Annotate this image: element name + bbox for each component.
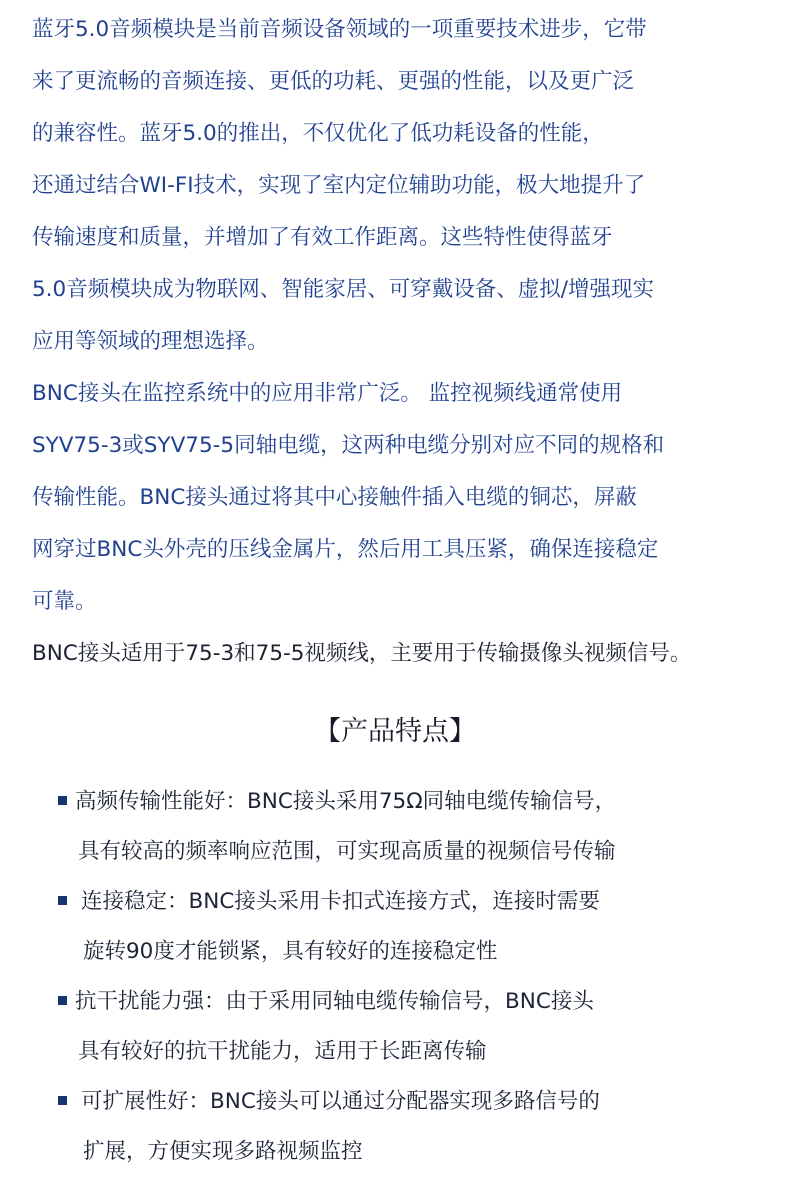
- intro-line: 传输速度和质量，并增加了有效工作距离。这些特性使得蓝牙: [32, 225, 613, 250]
- intro-line: 可靠。: [32, 589, 97, 614]
- feature-item: [58, 980, 778, 1080]
- feature-line-2: 具有较好的抗干扰能力，适用于长距离传输: [78, 1039, 487, 1064]
- intro-line: 5.0音频模块成为物联网、智能家居、可穿戴设备、虚拟/增强现实: [32, 277, 654, 302]
- intro-line: 应用等领域的理想选择。: [32, 329, 269, 354]
- feature-line-1: [58, 880, 778, 930]
- intro-line: 来了更流畅的音频连接、更低的功耗、更强的性能，以及更广泛: [32, 69, 635, 94]
- square-bullet-icon: [58, 1096, 67, 1105]
- section-title: 【产品特点】: [314, 716, 476, 747]
- feature-text: 高频传输性能好：BNC接头采用75Ω同轴电缆传输信号，: [75, 789, 617, 814]
- intro-line: 的兼容性。蓝牙5.0的推出，不仅优化了低功耗设备的性能，: [32, 121, 604, 146]
- feature-text: 连接稳定：BNC接头采用卡扣式连接方式，连接时需要: [81, 889, 600, 914]
- feature-line-1: [58, 780, 778, 830]
- square-bullet-icon: [58, 796, 67, 805]
- intro-line: 传输性能。BNC接头通过将其中心接触件插入电缆的铜芯，屏蔽: [32, 485, 637, 510]
- feature-line-1: [58, 1080, 778, 1130]
- intro-line: 网穿过BNC头外壳的压线金属片，然后用工具压紧，确保连接稳定: [32, 537, 659, 562]
- feature-line-1: [58, 980, 778, 1030]
- intro-line: 还通过结合WI-FI技术，实现了室内定位辅助功能，极大地提升了: [32, 173, 646, 198]
- feature-line-2: 扩展，方便实现多路视频监控: [83, 1139, 363, 1164]
- feature-item: [58, 780, 778, 880]
- square-bullet-icon: [58, 996, 67, 1005]
- intro-line: SYV75-3或SYV75-5同轴电缆，这两种电缆分别对应不同的规格和: [32, 433, 665, 458]
- intro-paragraphs: [32, 8, 784, 684]
- feature-line-2: 旋转90度才能锁紧，具有较好的连接稳定性: [83, 939, 498, 964]
- feature-item: [58, 880, 778, 980]
- intro-line: BNC接头在监控系统中的应用非常广泛。 监控视频线通常使用: [32, 381, 623, 406]
- feature-text: 可扩展性好：BNC接头可以通过分配器实现多路信号的: [81, 1089, 600, 1114]
- feature-list: [58, 780, 778, 1180]
- feature-line-2: 具有较高的频率响应范围，可实现高质量的视频信号传输: [78, 839, 616, 864]
- square-bullet-icon: [58, 896, 67, 905]
- intro-line: 蓝牙5.0音频模块是当前音频设备领域的一项重要技术进步，它带: [32, 17, 647, 42]
- feature-item: [58, 1080, 778, 1180]
- application-summary-line: BNC接头适用于75-3和75-5视频线，主要用于传输摄像头视频信号。: [32, 641, 692, 666]
- feature-text: 抗干扰能力强：由于采用同轴电缆传输信号，BNC接头: [75, 989, 594, 1014]
